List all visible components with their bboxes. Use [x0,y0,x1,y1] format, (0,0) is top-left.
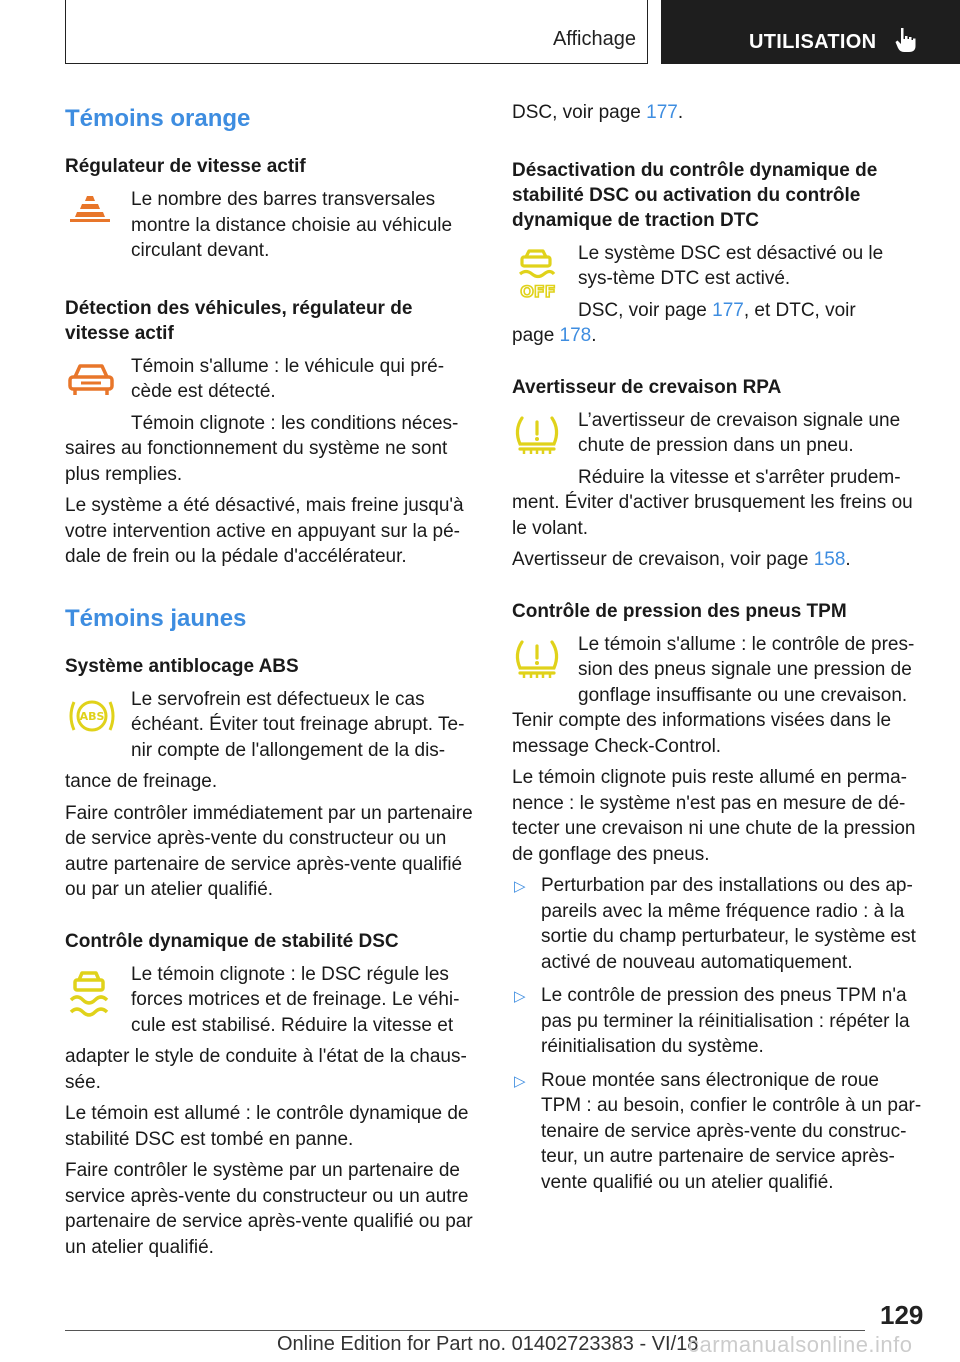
dsc-off-icon [512,247,560,303]
tire-pressure-icon [512,638,562,682]
heading-yellow-lights: Témoins jaunes [65,604,247,632]
heading-orange-lights: Témoins orange [65,105,251,132]
abs-title: Système antiblocage ABS [65,655,299,677]
tpm-p1-b: Tenir compte des informations visées dans le message Check-Control. [512,710,892,757]
link-page-177-b[interactable]: 177 [712,299,744,321]
rpa-p3-b: . [845,549,851,570]
tpm-bullet-list [512,873,922,1195]
bullet-text: Perturbation par des installations ou des ap-pareils avec la même fréquence radio : à la sortie du champ perturbateur, le système est activé de nouveau automatiquement. [541,875,916,973]
dsc-reference [512,100,922,126]
link-page-177[interactable]: 177 [646,102,678,123]
footer-edition: Online Edition for Part no. 01402723383 - VI/18 [277,1333,699,1355]
section-rpa [512,375,922,573]
triangle-bullet-icon: ▷ [514,878,526,895]
footer-divider [65,1330,865,1331]
abs-p2: Faire contrôler immédiatement par un partenaire de service après-vente du constructeur ou un autre partenaire de service après-vente qualifié ou par un atelier qualifié. [65,802,473,900]
right-column [512,100,922,1221]
dsc-p1-a: Le témoin clignote : le DSC régule les forces motrices et de freinage. Le véhi-cule est stabilisé. Réduire la vitesse et [131,963,460,1036]
rpa-p2-b: ment. Éviter d'activer brusquement les freins ou le volant. [512,492,913,539]
detection-p2: Témoin clignote : les conditions néces-saires au fonctionnement du système ne sont plus remplies. [65,412,459,485]
cruise-text: Le nombre des barres transversales montre la distance choisie au véhicule circulant devant. [131,189,453,261]
abs-icon [65,693,119,739]
rpa-p1: L’avertisseur de crevaison signale une chute de pression dans un pneu. [578,409,901,456]
tpm-p2: Le témoin clignote puis reste allumé en perma-nence : le système n'est pas en mesure de dé-tecter une crevaison ni une chute de la pression de gonflage des pneus. [512,767,916,865]
dsc-off-p2-b: , et DTC, voir [743,299,856,321]
dsc-off-title: Désactivation du contrôle dynamique de stabilité DSC ou activation du contrôle dynamique de traction DTC [512,159,878,231]
list-item [512,1068,922,1196]
dsc-off-p2-a: DSC, voir page [578,299,713,321]
dsc-off-page-word: page [512,325,560,346]
rpa-p3-a: Avertisseur de crevaison, voir page [512,549,814,570]
section-vehicle-detection [65,296,475,570]
dsc-off-p2-c: . [591,325,597,346]
hand-pointer-icon [895,27,917,53]
rpa-title: Avertisseur de crevaison RPA [512,376,782,398]
list-item [512,983,922,1060]
rpa-p3 [512,547,922,573]
car-ahead-icon [65,360,117,400]
left-column [65,100,475,1286]
dsc-off-p1: Le système DSC est désactivé ou le sys-tème DTC est activé. [578,242,884,289]
detection-p3: Le système a été désactivé, mais freine jusqu'à votre intervention active en appuyant sur la pé-dale de frein ou la pédale d'accélérateur. [65,495,464,567]
tire-warning-icon [512,414,562,458]
tpm-title: Contrôle de pression des pneus TPM [512,600,847,622]
rpa-p2-a: Réduire la vitesse et s'arrêter prudem- [578,466,901,488]
watermark: carmanualsonline.info [688,1332,913,1357]
list-item [512,873,922,975]
cruise-title: Régulateur de vitesse actif [65,156,306,177]
abs-p1-a: Le servofrein est défectueux le cas échéant. Éviter tout freinage abrupt. Te-nir compte de l'allongement de la dis- [131,688,465,761]
dsc-ref-text: DSC, voir page [512,102,647,123]
detection-p1: Témoin s'allume : le véhicule qui pré-cède est détecté. [131,355,445,402]
link-page-158[interactable]: 158 [813,549,846,570]
bullet-text: Roue montée sans électronique de roue TPM : au besoin, confier le contrôle à un par-tenaire de service après-vente du construc-teur, un autre partenaire de service après-vente qualifié ou un atelier qualifié. [541,1069,922,1193]
dsc-off-p2-line1 [578,298,922,324]
triangle-bullet-icon: ▷ [514,988,526,1005]
abs-p1-b: tance de freinage. [65,771,218,792]
distance-bars-icon [65,193,115,223]
section-cruise-control [65,154,475,270]
triangle-bullet-icon: ▷ [514,1072,526,1090]
dsc-p3: Faire contrôler le système par un partenaire de service après-vente du constructeur ou un autre partenaire de service après-vente qualifié ou par un atelier qualifié. [65,1160,473,1258]
dsc-title: Contrôle dynamique de stabilité DSC [65,930,399,952]
section-abs [65,654,475,903]
dsc-p2: Le témoin est allumé : le contrôle dynamique de stabilité DSC est tombé en panne. [65,1103,469,1150]
dsc-ref-end: . [677,102,684,123]
dsc-p1-b: adapter le style de conduite à l'état de la chaus-sée. [65,1046,467,1093]
svg-text:OFF: OFF [520,281,556,301]
section-dsc-off [512,158,922,349]
svg-text:ABS: ABS [79,709,105,723]
bullet-text: Le contrôle de pression des pneus TPM n'a pas pu terminer la réinitialisation : répéter la réinitialisation du système. [541,985,910,1057]
link-page-178[interactable]: 178 [559,325,592,346]
page-number: 129 [880,1300,924,1330]
dsc-icon [65,968,113,1022]
section-tpm [512,599,922,1196]
header-tab-label: UTILISATION [749,31,877,53]
header-section-title: Affichage [552,28,636,50]
tpm-p1-a: Le témoin s'allume : le contrôle de pres-sion des pneus signale une pression de gonflage insuffisante ou une crevaison. [578,633,915,706]
section-dsc [65,929,475,1261]
header-tab[interactable] [661,0,960,64]
detection-title: Détection des véhicules, régulateur de vitesse actif [65,297,413,344]
